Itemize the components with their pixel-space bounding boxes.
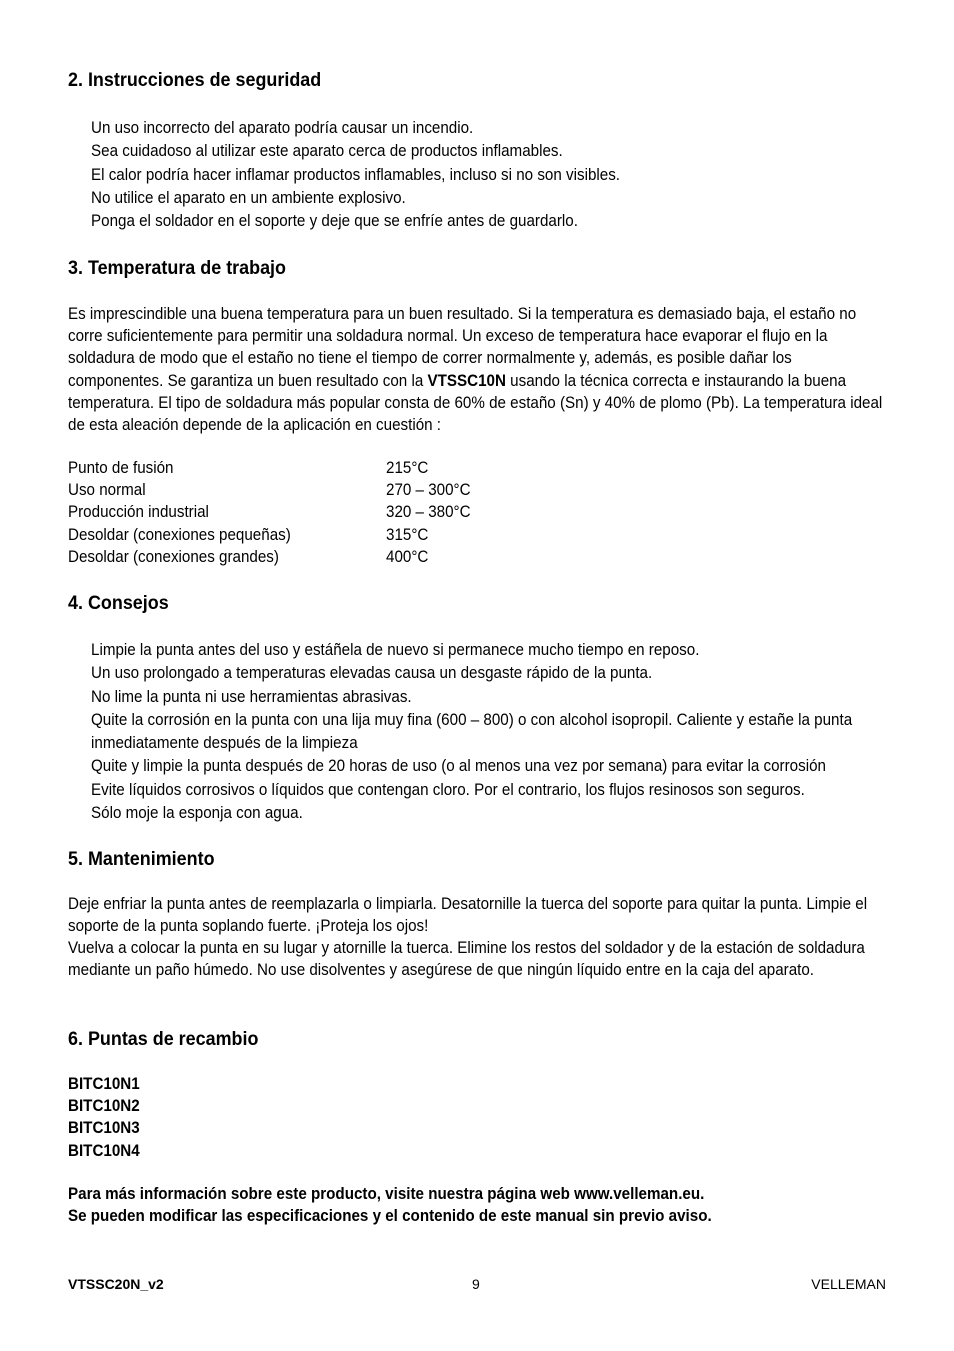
row-label: Desoldar (conexiones pequeñas) (68, 525, 291, 544)
list-item: Quite la corrosión en la punta con una lija muy fina (600 – 800) o con alcohol isopropil. Caliente y estañe la punta (91, 710, 853, 729)
row-label: Desoldar (conexiones grandes) (68, 547, 279, 566)
list-item: BITC10N1 (68, 1075, 140, 1093)
list-item: BITC10N2 (68, 1097, 140, 1116)
list-item: Sólo moje la esponja con agua. (91, 804, 303, 823)
section-heading-tips: 4. Consejos (68, 592, 169, 614)
tips-list (91, 639, 918, 825)
temperature-text-before: Es imprescindible una buena temperatura para un buen resultado. Si la temperatura es demasiado baja, el estaño no corre suficientemente para permitir una soldadura normal. Un exceso de temperatura hace evaporar el flujo en la soldadura de modo que el estaño no tiene el tiempo de correr normalmente y, además, es posible dañar los componentes. Se garantiza un buen resultado con la (68, 305, 857, 390)
row-value: 215°C (386, 459, 429, 477)
model-name: VTSSC10N (427, 371, 506, 390)
list-item: BITC10N4 (68, 1141, 140, 1160)
row-value: 400°C (386, 547, 429, 566)
section-heading-maintenance: 5. Mantenimiento (68, 848, 215, 870)
section-heading-spare-tips: 6. Puntas de recambio (68, 1028, 259, 1050)
row-label: Uso normal (68, 481, 146, 500)
spare-tips-list (68, 1073, 146, 1162)
row-value: 270 – 300°C (386, 481, 471, 500)
row-value: 315°C (386, 525, 429, 544)
temperature-paragraph (68, 303, 887, 436)
list-item: BITC10N3 (68, 1119, 140, 1138)
list-item: Ponga el soldador en el soporte y deje que se enfríe antes de guardarlo. (91, 212, 578, 231)
more-info-block (68, 1183, 768, 1227)
info-line: Se pueden modificar las especificaciones y el contenido de este manual sin previo aviso. (68, 1207, 712, 1226)
list-item: Sea cuidadoso al utilizar este aparato cerca de productos inflamables. (91, 142, 563, 161)
list-item: No utilice el aparato en un ambiente explosivo. (91, 188, 406, 207)
list-item: Evite líquidos corrosivos o líquidos que contengan cloro. Por el contrario, los flujos resinosos son seguros. (91, 780, 805, 799)
list-item: El calor podría hacer inflamar productos inflamables, incluso si no son visibles. (91, 165, 621, 184)
section-heading-temperature: 3. Temperatura de trabajo (68, 257, 287, 279)
row-label: Punto de fusión (68, 459, 174, 477)
maintenance-paragraph-2: Vuelva a colocar la punta en su lugar y atornille la tuerca. Elimine los restos del soldador y de la estación de soldadura mediante un paño húmedo. No use disolventes y asegúrese de que ningún líquido entre en la caja del aparato. (68, 939, 865, 980)
footer-brand: VELLEMAN (811, 1276, 886, 1292)
list-item: No lime la punta ni use herramientas abrasivas. (91, 687, 412, 706)
info-line: Para más información sobre este producto, visite nuestra página web www.velleman.eu. (68, 1185, 705, 1203)
footer-page-number: 9 (472, 1276, 480, 1292)
safety-list (91, 117, 666, 233)
list-item: Limpie la punta antes del uso y estáñela de nuevo si permanece mucho tiempo en reposo. (91, 641, 700, 659)
row-label: Producción industrial (68, 503, 209, 522)
list-item: Quite y limpie la punta después de 20 horas de uso (o al menos una vez por semana) para evitar la corrosión (91, 757, 826, 776)
list-item: Un uso prolongado a temperaturas elevadas causa un desgaste rápido de la punta. (91, 664, 653, 683)
row-value: 320 – 380°C (386, 503, 471, 522)
list-item: Un uso incorrecto del aparato podría causar un incendio. (91, 119, 474, 137)
footer-doc-id: VTSSC20N_v2 (68, 1276, 164, 1292)
list-item: inmediatamente después de la limpieza (91, 734, 358, 753)
temperature-text-after: usando la técnica correcta e instaurando la buena temperatura. El tipo de soldadura más popular consta de 60% de estaño (Sn) y 40% de plomo (Pb). La temperatura ideal de esta aleación depende de la aplicación en cuestión : (68, 371, 883, 435)
maintenance-paragraph-1: Deje enfriar la punta antes de reemplazarla o limpiarla. Desatornille la tuerca del soporte para quitar la punta. Limpie el soporte de la punta soplando fuerte. ¡Proteja los ojos! (68, 895, 868, 936)
section-heading-safety: 2. Instrucciones de seguridad (68, 69, 322, 91)
